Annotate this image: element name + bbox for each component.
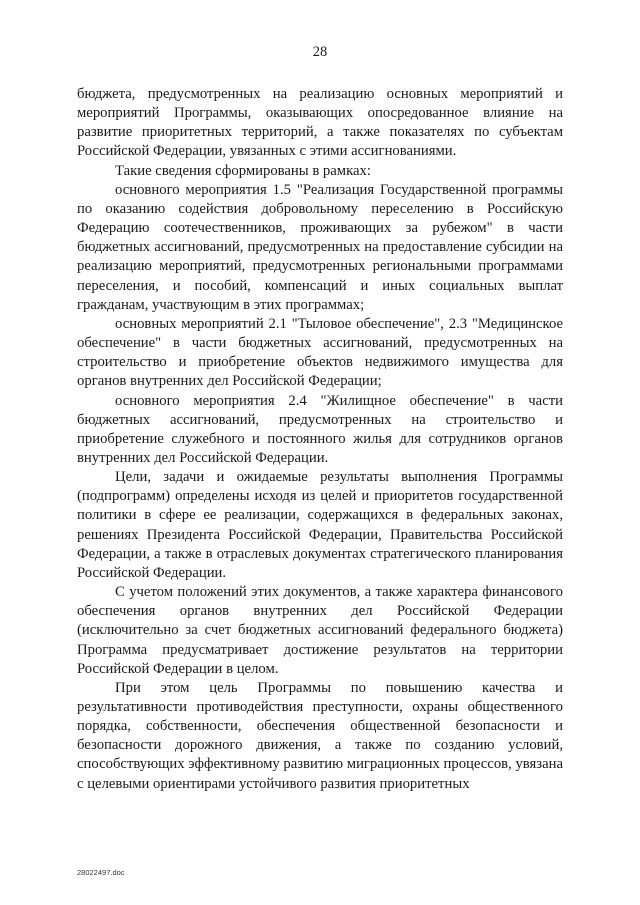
paragraph: основных мероприятий 2.1 "Тыловое обеспечение", 2.3 "Медицинское обеспечение" в части бюджетных ассигнований, предусмотренных на строительство и приобретение объектов недвижимого имущества для органов внутренних дел Российской Федерации; <box>77 315 563 390</box>
page-number: 28 <box>312 44 328 60</box>
paragraph: При этом цель Программы по повышению качества и результативности противодействия преступности, охраны общественного порядка, собственности, обеспечения общественной безопасности и безопасности дорожного движения, а также по созданию условий, способствующих эффективному развитию миграционных процессов, увязана с целевыми ориентирами устойчивого развития приоритетных <box>77 679 563 792</box>
paragraph: основного мероприятия 1.5 "Реализация Государственной программы по оказанию содействия добровольному переселению в Российскую Федерацию соотечественников, проживающих за рубежом" в части бюджетных ассигнований, предусмотренных на предоставление субсидии на реализацию мероприятий, предусмотренных региональными программами переселения, и пособий, компенсаций и иных социальных выплат гражданам, участвующим в этих программах; <box>77 181 563 313</box>
paragraph: основного мероприятия 2.4 "Жилищное обеспечение" в части бюджетных ассигнований, предусмотренных на строительство и приобретение служебного и постоянного жилья для сотрудников органов внутренних дел Российской Федерации. <box>77 392 563 466</box>
paragraph: Цели, задачи и ожидаемые результаты выполнения Программы (подпрограмм) определены исходя из целей и приоритетов государственной политики в сфере ее реализации, содержащихся в федеральных законах, решениях Президента Российской Федерации, Правительства Российской Федерации, а также в отраслевых документах стратегического планирования Российской Федерации. <box>77 469 563 581</box>
paragraph: С учетом положений этих документов, а также характера финансового обеспечения органов внутренних дел Российской Федерации (исключительно за счет бюджетных ассигнований федерального бюджета) Программа предусматривает достижение результатов на территории Российской Федерации в целом. <box>77 584 563 677</box>
paragraph: бюджета, предусмотренных на реализацию основных мероприятий и мероприятий Программы, оказывающих опосредованное влияние на развитие приоритетных территорий, а также показателях по субъектам Российской Федерации, увязанных с этими ассигнованиями. <box>77 86 563 160</box>
document-body <box>77 85 563 794</box>
file-name-footer: 28022497.doc <box>77 868 125 877</box>
paragraph: Такие сведения сформированы в рамках: <box>115 162 371 179</box>
